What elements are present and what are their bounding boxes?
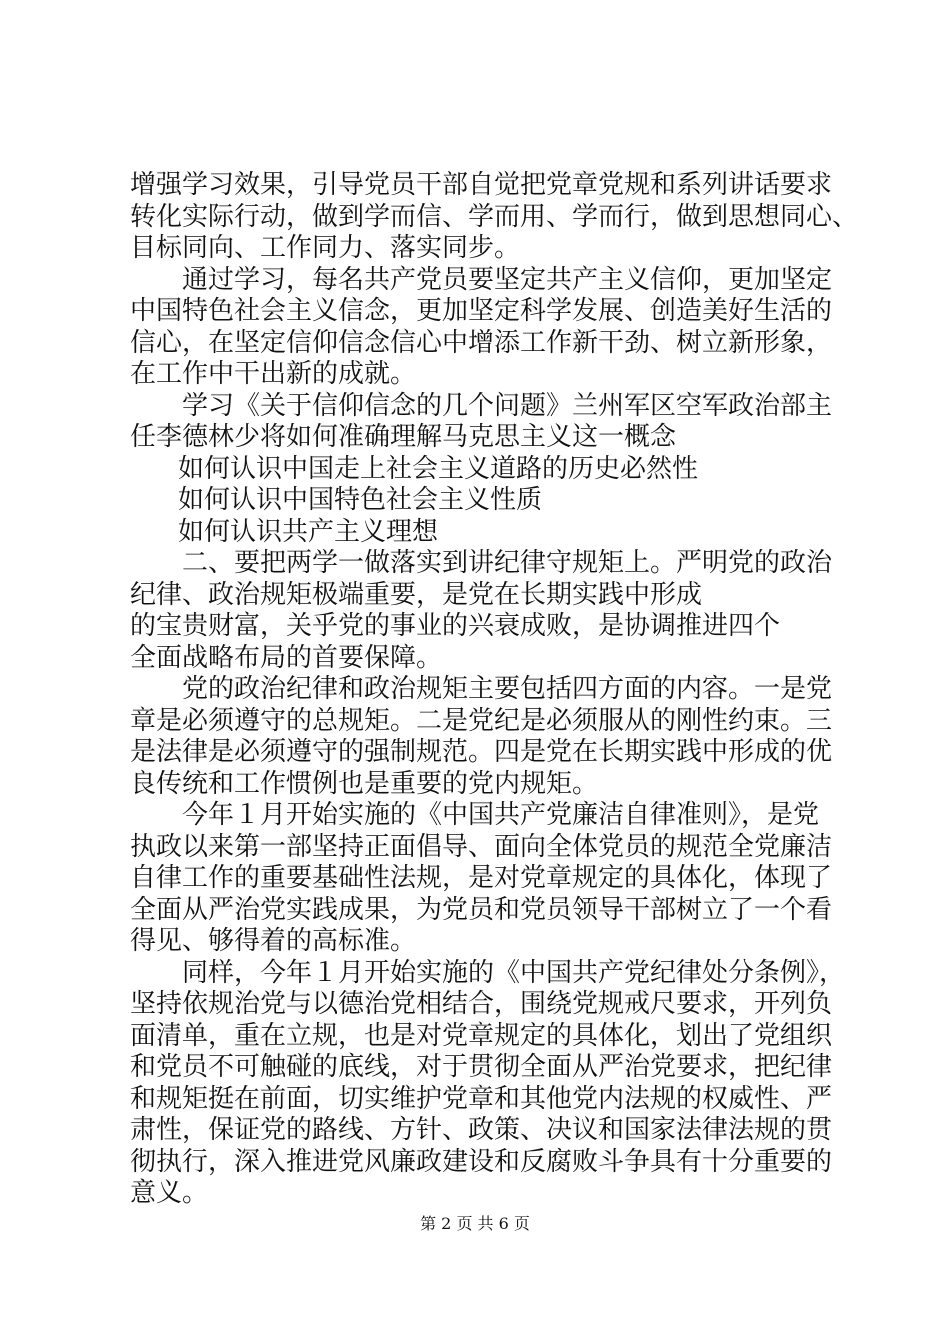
paragraph-start-line: 同样，今年１月开始实施的《中国共产党纪律处分条例》， xyxy=(182,957,846,988)
text-line: 增强学习效果，引导党员干部自觉把党章党规和系列讲话要求 xyxy=(130,170,833,200)
text-line: 和党员不可触碰的底线，对于贯彻全面从严治党要求，把纪律 xyxy=(130,1052,833,1082)
paragraph-start-line: 通过学习，每名共产党员要坚定共产主义信仰，更加坚定 xyxy=(182,264,833,295)
text-line: 中国特色社会主义信念，更加坚定科学发展、创造美好生活的 xyxy=(130,296,833,326)
page-footer xyxy=(0,1214,950,1234)
text-line: 目标同向、工作同力、落实同步。 xyxy=(130,233,521,263)
paragraph-start-line: 学习《关于信仰信念的几个问题》兰州军区空军政治部主 xyxy=(182,390,833,421)
list-item: 如何认识中国走上社会主义道路的历史必然性 xyxy=(178,453,699,484)
list-item: 如何认识共产主义理想 xyxy=(178,516,439,547)
text-line: 得见、够得着的高标准。 xyxy=(130,926,417,956)
text-line: 在工作中干出新的成就。 xyxy=(130,359,417,389)
text-line: 的宝贵财富，关乎党的事业的兴衰成败，是协调推进四个 xyxy=(130,611,781,641)
text-line: 全面战略布局的首要保障。 xyxy=(130,642,443,673)
text-line: 良传统和工作惯例也是重要的党内规矩。 xyxy=(130,768,599,799)
text-line: 面清单，重在立规，也是对党章规定的具体化，划出了党组织 xyxy=(130,1020,833,1051)
page-number: 第 2 页 共 6 页 xyxy=(420,1214,530,1233)
text-line: 执政以来第一部坚持正面倡导、面向全体党员的规范全党廉洁 xyxy=(130,831,833,862)
text-line: 转化实际行动，做到学而信、学而用、学而行，做到思想同心、 xyxy=(130,201,859,232)
text-line: 坚持依规治党与以德治党相结合，围绕党规戒尺要求，开列负 xyxy=(130,989,833,1019)
text-line: 是法律是必须遵守的强制规范。四是党在长期实践中形成的优 xyxy=(130,737,833,767)
text-line: 自律工作的重要基础性法规，是对党章规定的具体化，体现了 xyxy=(130,863,833,893)
section-heading-line: 二、要把两学一做落实到讲纪律守规矩上。严明党的政治 xyxy=(182,548,833,578)
text-line: 肃性，保证党的路线、方针、政策、决议和国家法律法规的贯 xyxy=(130,1115,833,1145)
text-line: 彻执行，深入推进党风廉政建设和反腐败斗争具有十分重要的 xyxy=(130,1146,833,1177)
text-line: 和规矩挺在前面，切实维护党章和其他党内法规的权威性、严 xyxy=(130,1083,833,1114)
paragraph-start-line: 今年１月开始实施的《中国共产党廉洁自律准则》，是党 xyxy=(182,800,820,830)
text-line: 任李德林少将如何准确理解马克思主义这一概念 xyxy=(130,422,677,452)
paragraph-start-line: 党的政治纪律和政治规矩主要包括四方面的内容。一是党 xyxy=(182,674,833,704)
text-line: 意义。 xyxy=(130,1178,209,1208)
text-line: 信心，在坚定信仰信念信心中增添工作新干劲、树立新形象， xyxy=(130,327,833,358)
text-line: 章是必须遵守的总规矩。二是党纪是必须服从的刚性约束。三 xyxy=(130,705,833,736)
text-line: 全面从严治党实践成果，为党员和党员领导干部树立了一个看 xyxy=(130,894,833,925)
list-item: 如何认识中国特色社会主义性质 xyxy=(178,485,543,515)
text-line: 纪律、政治规矩极端重要，是党在长期实践中形成 xyxy=(130,579,703,610)
document-body xyxy=(130,170,859,1210)
